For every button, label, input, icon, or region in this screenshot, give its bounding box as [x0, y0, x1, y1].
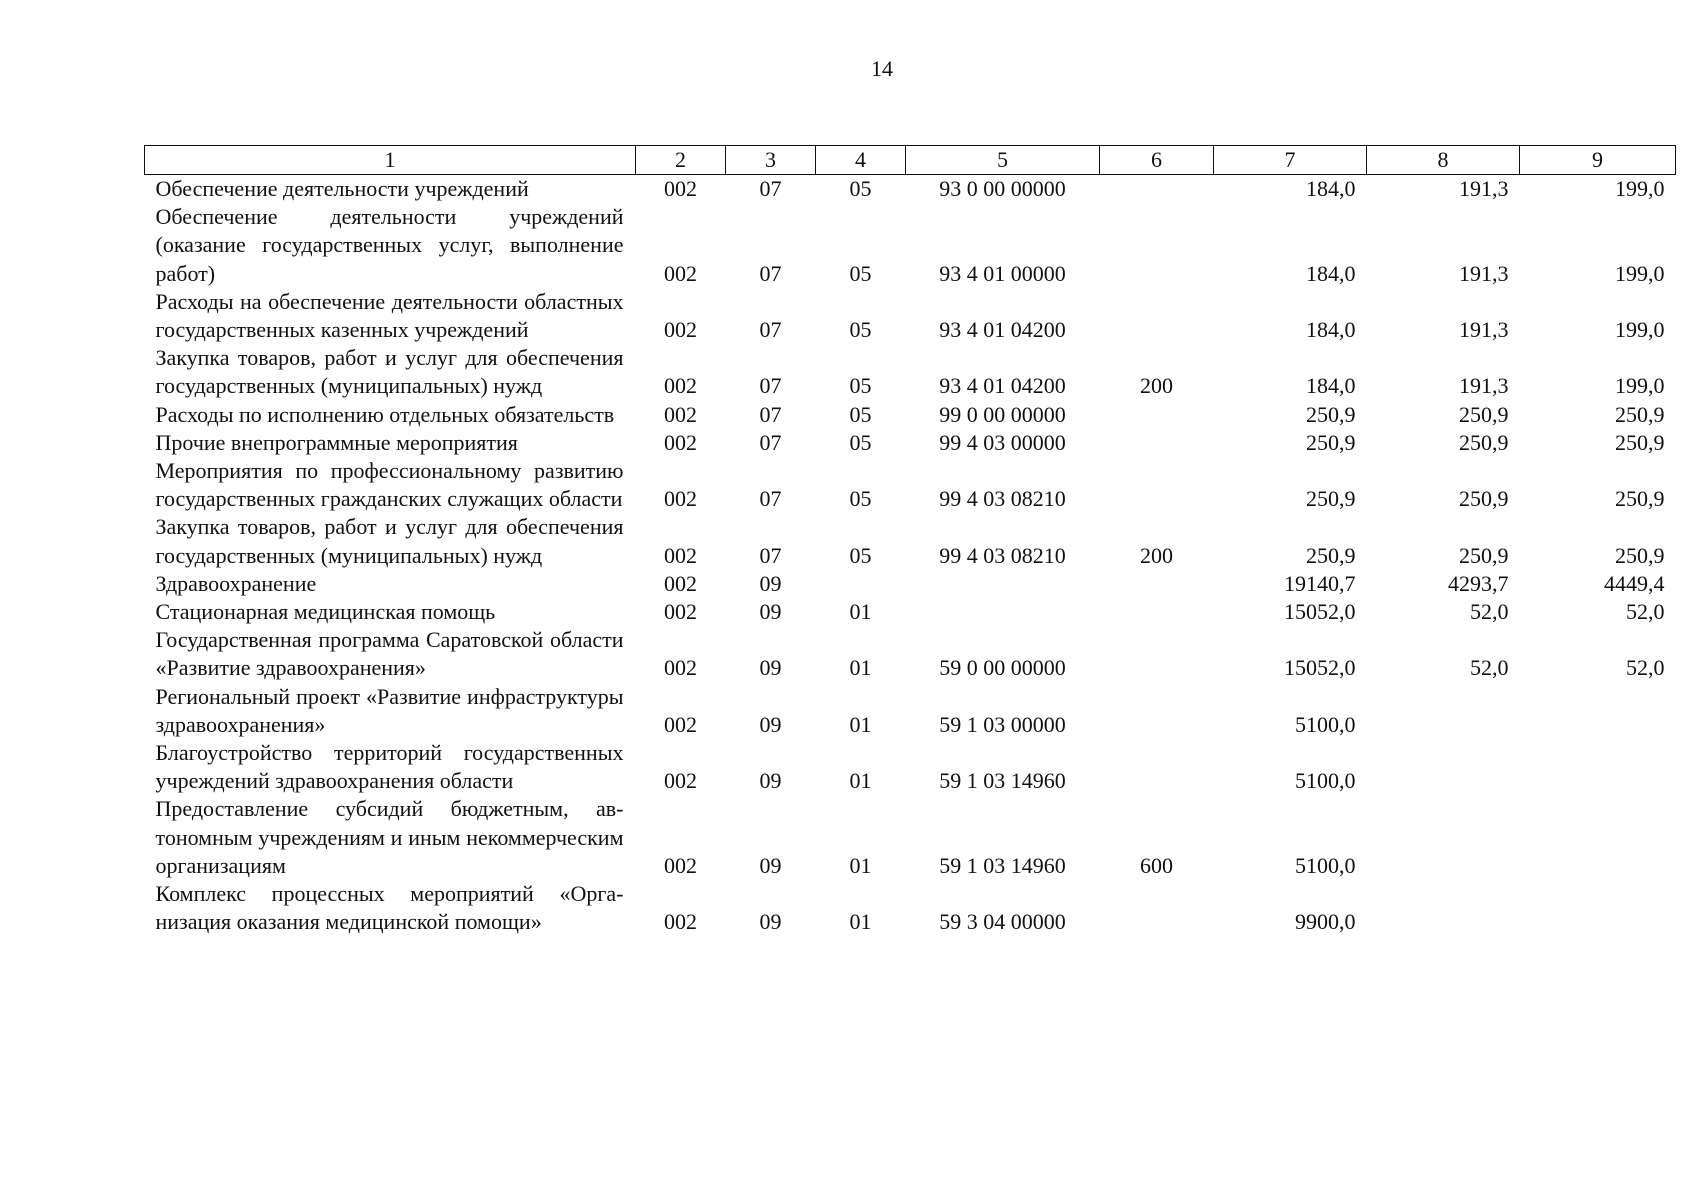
table-row — [145, 880, 1676, 936]
page-number: 14 — [871, 56, 893, 81]
row-code-4-cell: 05 — [849, 176, 872, 201]
row-code-3-cell: 09 — [759, 768, 782, 794]
row-code-3-cell: 09 — [759, 711, 782, 737]
row-code-6-cell — [1100, 683, 1214, 739]
row-code-2-cell: 002 — [664, 486, 697, 512]
row-amount-8-cell: 191,3 — [1459, 260, 1509, 286]
row-amount-9-cell: 250,9 — [1615, 401, 1665, 427]
header-cell-8: 8 — [1367, 146, 1520, 175]
header-row — [145, 146, 1676, 175]
row-code-2-cell: 002 — [664, 401, 697, 427]
row-code-2-cell: 002 — [664, 570, 697, 596]
row-code-3-cell: 09 — [759, 599, 782, 625]
row-code-4-cell: 01 — [849, 768, 872, 794]
row-amount-9-cell — [1520, 739, 1676, 795]
row-code-2-cell: 002 — [664, 599, 697, 625]
table-row — [145, 626, 1676, 682]
row-code-5-cell: 93 4 01 04200 — [939, 317, 1066, 343]
row-code-6-cell — [1100, 739, 1214, 795]
row-code-4-cell: 05 — [849, 260, 872, 286]
table-row — [145, 175, 1676, 204]
row-amount-7-cell: 15052,0 — [1284, 599, 1356, 625]
row-amount-7-cell: 250,9 — [1306, 401, 1356, 427]
row-amount-9-cell: 52,0 — [1626, 599, 1665, 625]
table-row — [145, 344, 1676, 400]
table-row — [145, 288, 1676, 344]
row-code-2-cell: 002 — [664, 373, 697, 399]
row-amount-8-cell: 250,9 — [1459, 429, 1509, 455]
row-code-3-cell: 07 — [759, 373, 782, 399]
row-amount-9-cell: 199,0 — [1615, 317, 1665, 343]
row-code-6-cell — [1100, 203, 1214, 288]
row-code-2-cell: 002 — [664, 909, 697, 935]
row-code-3-cell: 07 — [759, 542, 782, 568]
header-cell-2: 2 — [636, 146, 726, 175]
row-name-cell: Закупка товаров, работ и услуг для обеспечения государственных (муниципальных) нужд — [155, 345, 624, 399]
row-code-4-cell: 05 — [849, 317, 872, 343]
row-code-4-cell: 01 — [849, 852, 872, 878]
row-amount-9-cell — [1520, 683, 1676, 739]
row-amount-7-cell: 15052,0 — [1284, 655, 1356, 681]
row-amount-7-cell: 250,9 — [1306, 486, 1356, 512]
row-name-cell: Стационарная медицинская помощь — [155, 599, 496, 625]
row-code-2-cell: 002 — [664, 852, 697, 878]
row-code-6-cell — [1100, 880, 1214, 936]
row-code-5-cell: 93 4 01 00000 — [939, 260, 1066, 286]
row-code-3-cell: 07 — [759, 429, 782, 455]
row-amount-8-cell — [1367, 795, 1520, 880]
row-code-4-cell: 05 — [849, 542, 872, 568]
row-name-cell: Закупка товаров, работ и услуг для обеспечения государственных (муниципальных) нужд — [155, 514, 624, 568]
row-amount-7-cell: 184,0 — [1306, 176, 1356, 201]
header-cell-1: 1 — [145, 146, 636, 175]
row-code-5-cell: 59 1 03 14960 — [939, 852, 1066, 878]
row-code-4-cell: 05 — [849, 486, 872, 512]
row-code-4-cell: 01 — [849, 655, 872, 681]
row-code-5-cell: 93 0 00 00000 — [939, 176, 1066, 201]
row-name-cell: Обеспечение деятельности учреждений — [155, 176, 529, 201]
row-amount-9-cell: 250,9 — [1615, 542, 1665, 568]
row-code-5-cell: 99 4 03 00000 — [939, 429, 1066, 455]
row-amount-7-cell: 250,9 — [1306, 542, 1356, 568]
budget-table — [144, 145, 1676, 936]
row-amount-7-cell: 9900,0 — [1295, 909, 1356, 935]
row-amount-9-cell: 250,9 — [1615, 429, 1665, 455]
row-code-3-cell: 09 — [759, 655, 782, 681]
table-row — [145, 570, 1676, 598]
row-amount-8-cell: 4293,7 — [1448, 570, 1509, 596]
row-code-3-cell: 07 — [759, 317, 782, 343]
row-code-3-cell: 07 — [759, 260, 782, 286]
row-code-6-cell — [1100, 401, 1214, 429]
row-code-6-cell: 200 — [1140, 542, 1173, 568]
row-code-5-cell: 59 0 00 00000 — [939, 655, 1066, 681]
row-amount-9-cell: 250,9 — [1615, 486, 1665, 512]
row-code-6-cell — [1100, 288, 1214, 344]
row-amount-8-cell: 191,3 — [1459, 373, 1509, 399]
header-cell-9: 9 — [1520, 146, 1676, 175]
row-code-2-cell: 002 — [664, 768, 697, 794]
row-code-6-cell: 600 — [1140, 852, 1173, 878]
row-amount-8-cell: 191,3 — [1459, 176, 1509, 201]
row-code-6-cell: 200 — [1140, 373, 1173, 399]
row-amount-7-cell: 184,0 — [1306, 373, 1356, 399]
row-code-2-cell: 002 — [664, 429, 697, 455]
row-amount-9-cell: 199,0 — [1615, 176, 1665, 201]
row-code-3-cell: 09 — [759, 909, 782, 935]
table-row — [145, 795, 1676, 880]
row-name-cell: Региональный проект «Развитие инфраструктуры здравоохранения» — [155, 683, 624, 737]
row-code-6-cell — [1100, 598, 1214, 626]
row-amount-8-cell: 52,0 — [1470, 655, 1509, 681]
row-amount-8-cell: 250,9 — [1459, 486, 1509, 512]
row-name-cell: Комплекс процессных мероприятий «Организация оказания медицинской помощи» — [155, 881, 624, 935]
row-code-4-cell: 05 — [849, 401, 872, 427]
header-cell-4: 4 — [816, 146, 906, 175]
row-code-4-cell: 01 — [849, 909, 872, 935]
row-code-4-cell: 01 — [849, 599, 872, 625]
row-amount-9-cell: 199,0 — [1615, 260, 1665, 286]
row-code-3-cell: 09 — [759, 570, 782, 596]
row-code-4-cell: 05 — [849, 429, 872, 455]
row-amount-9-cell: 4449,4 — [1604, 570, 1665, 596]
row-amount-8-cell: 52,0 — [1470, 599, 1509, 625]
row-code-6-cell — [1100, 626, 1214, 682]
header-cell-5: 5 — [906, 146, 1100, 175]
row-code-5-cell: 59 3 04 00000 — [939, 909, 1066, 935]
row-amount-7-cell: 5100,0 — [1295, 711, 1356, 737]
table-row — [145, 457, 1676, 513]
row-code-5-cell: 99 0 00 00000 — [939, 401, 1066, 427]
row-amount-9-cell: 199,0 — [1615, 373, 1665, 399]
header-cell-3: 3 — [726, 146, 816, 175]
row-amount-7-cell: 19140,7 — [1284, 570, 1356, 596]
row-code-2-cell: 002 — [664, 542, 697, 568]
row-code-5-cell — [906, 570, 1100, 598]
row-amount-7-cell: 5100,0 — [1295, 768, 1356, 794]
row-amount-7-cell: 5100,0 — [1295, 852, 1356, 878]
row-code-4-cell: 01 — [849, 711, 872, 737]
row-code-4-cell — [816, 570, 906, 598]
row-code-2-cell: 002 — [664, 260, 697, 286]
row-amount-9-cell — [1520, 880, 1676, 936]
row-code-6-cell — [1100, 429, 1214, 457]
row-amount-8-cell: 250,9 — [1459, 542, 1509, 568]
row-code-5-cell: 93 4 01 04200 — [939, 373, 1066, 399]
table-row — [145, 683, 1676, 739]
row-amount-9-cell: 52,0 — [1626, 655, 1665, 681]
table-row — [145, 513, 1676, 569]
row-code-3-cell: 07 — [759, 486, 782, 512]
row-code-6-cell — [1100, 457, 1214, 513]
row-name-cell: Обеспечение деятельности учреждений (оказание государственных услуг, выполнение работ) — [155, 204, 624, 286]
table-row — [145, 598, 1676, 626]
row-code-2-cell: 002 — [664, 711, 697, 737]
row-code-5-cell: 99 4 03 08210 — [939, 486, 1066, 512]
row-code-3-cell: 09 — [759, 852, 782, 878]
row-code-2-cell: 002 — [664, 655, 697, 681]
row-code-5-cell: 59 1 03 14960 — [939, 768, 1066, 794]
row-name-cell: Благоустройство территорий государственных учреждений здравоохранения области — [155, 740, 624, 794]
row-amount-7-cell: 250,9 — [1306, 429, 1356, 455]
row-code-3-cell: 07 — [759, 401, 782, 427]
table-body — [145, 175, 1676, 937]
row-amount-8-cell — [1367, 739, 1520, 795]
row-name-cell: Прочие внепрограммные мероприятия — [155, 429, 518, 455]
header-cell-7: 7 — [1214, 146, 1367, 175]
row-code-2-cell: 002 — [664, 317, 697, 343]
row-amount-8-cell: 191,3 — [1459, 317, 1509, 343]
row-name-cell: Здравоохранение — [155, 570, 317, 596]
row-code-6-cell — [1100, 570, 1214, 598]
row-name-cell: Расходы на обеспечение деятельности областных государственных казенных учреждений — [155, 288, 624, 343]
table-row — [145, 401, 1676, 429]
row-name-cell: Расходы по исполнению отдельных обязательств — [155, 401, 615, 427]
row-amount-8-cell: 250,9 — [1459, 401, 1509, 427]
row-code-3-cell: 07 — [759, 176, 782, 201]
row-code-6-cell — [1100, 175, 1214, 204]
row-amount-8-cell — [1367, 683, 1520, 739]
row-code-4-cell: 05 — [849, 373, 872, 399]
table-row — [145, 203, 1676, 288]
row-code-5-cell: 99 4 03 08210 — [939, 542, 1066, 568]
row-amount-7-cell: 184,0 — [1306, 260, 1356, 286]
row-code-5-cell — [906, 598, 1100, 626]
table-header — [145, 146, 1676, 175]
row-code-5-cell: 59 1 03 00000 — [939, 711, 1066, 737]
row-amount-8-cell — [1367, 880, 1520, 936]
table-row — [145, 739, 1676, 795]
row-name-cell: Предоставление субсидий бюджетным, автономным учреждениям и иным некоммерческим организациям — [155, 796, 624, 878]
row-name-cell: Мероприятия по профессиональному развитию государственных гражданских служащих области — [155, 458, 624, 512]
row-amount-9-cell — [1520, 795, 1676, 880]
row-code-2-cell: 002 — [664, 176, 697, 201]
row-name-cell: Государственная программа Саратовской области «Развитие здравоохранения» — [155, 627, 624, 681]
header-cell-6: 6 — [1100, 146, 1214, 175]
table-row — [145, 429, 1676, 457]
row-amount-7-cell: 184,0 — [1306, 317, 1356, 343]
